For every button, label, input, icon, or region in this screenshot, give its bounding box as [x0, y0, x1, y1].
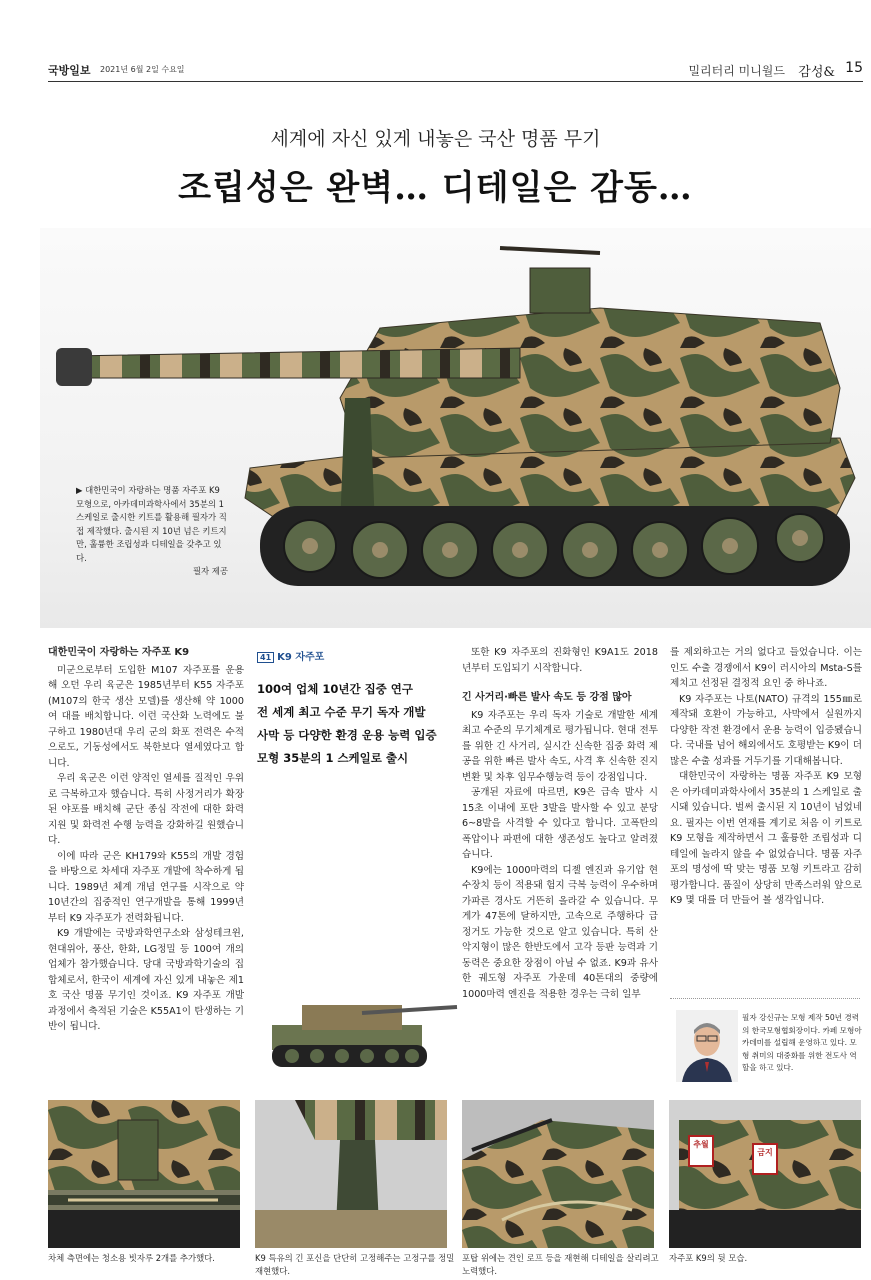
section-name: 밀리터리 미니월드: [688, 64, 785, 78]
thumbnail-caption: K9 특유의 긴 포신을 단단히 고정해주는 고정구를 정밀 재현했다.: [255, 1253, 455, 1276]
column-4: [670, 645, 862, 909]
thumbnail-caption: 포탑 위에는 견인 로프 등을 재현해 디테일을 살리려고 노력했다.: [462, 1253, 659, 1276]
subhead-item: 전 세계 최고 수준 무기 독자 개발: [257, 705, 426, 719]
paragraph: 대한민국이 자랑하는 명품 자주포 K9 모형은 아카데미과학사에서 35분의 1 스케일로 출시돼 있습니다. 벌써 출시된 지 10년이 넘었네요. 필자는 이번 연재를 계기로 처음 이 키트로 K9 모형을 제작하면서 그 훌륭한 조립성과 디테일에 놀라지 않을 수 없었습니다. 명품 자주포의 명성에 딱 맞는 명품 모형 키트라고 감히 평가합니다. 품질이 상당히 만족스러워 앞으로 K9 몇 대를 더 만들어 볼 생각입니다.: [670, 771, 862, 906]
paragraph: K9 개발에는 국방과학연구소와 삼성테크윈, 현대위아, 풍산, 한화, LG정밀 등 100여 개의 업체가 참가했습니다. 당대 국방과학기술의 집합체로서, 한국이 세계에 자신 있게 내놓은 제1호 국산 명품 무기인 것이죠. K9 자주포 개발 과정에서 축적된 기술은 K55A1이 탄생하는 기반이 됩니다.: [48, 928, 244, 1032]
photo-credit: 필자 제공: [192, 566, 228, 576]
series-number-badge: 41: [257, 652, 274, 663]
column-3: [462, 645, 658, 1002]
column-1-heading: 대한민국이 자랑하는 자주포 K9: [48, 647, 190, 658]
section-category: 감성&: [798, 65, 835, 80]
newspaper-logo: 국방일보: [48, 64, 91, 77]
paragraph: 이에 따라 군은 KH179와 K55의 개발 경험을 바탕으로 차세대 자주포 개발에 착수하게 됩니다. 1989년 체계 개념 연구를 시작으로 약 10년간의 집중적인 연구개발을 통해 1999년부터 K9 자주포가 전력화됩니다.: [48, 850, 244, 924]
thumbnail-caption: 차체 측면에는 청소용 빗자루 2개를 추가했다.: [48, 1253, 215, 1263]
column-2-kicker: [257, 645, 457, 664]
detail-photo-side: [48, 1100, 240, 1248]
paragraph: K9 자주포는 우리 독자 기술로 개발한 세계 최고 수준의 무기체계로 평가됩니다. 현대 전투를 위한 긴 사거리, 실시간 신속한 집중 화력 제공을 위한 빠른 발사 속도, 사격 후 신속한 진지 변환 및 차후 임무수행능력 등이 강점입니다.: [462, 709, 658, 783]
k9-small-illustration: [262, 985, 462, 1075]
page-number: 15: [845, 60, 863, 76]
author-portrait: [676, 1010, 738, 1082]
paragraph: 미군으로부터 도입한 M107 자주포를 운용해 오던 우리 육군은 1985년부터 K55 자주포(M107의 한국 생산 모델)를 생산해 약 1000여 대를 배치합니다. 이런 국산화 노력에도 불구하고 1980년대 우리 군의 화포 전력은 수적으로도, 기동성에서도 북한보다 열세였다고 합니다.: [48, 664, 244, 769]
subhead-item: 모형 35분의 1 스케일로 출시: [257, 751, 409, 765]
detail-photo-rear: [669, 1100, 861, 1248]
article-subtitle: 세계에 자신 있게 내놓은 국산 명품 무기: [270, 128, 601, 150]
paragraph: 공개된 자료에 따르면, K9은 급속 발사 시 15초 이내에 포탄 3발을 발사할 수 있고 분당 6~8발을 사격할 수 있다고 합니다. 고폭탄의 폭압이나 파편에 대한 생존성도 높다고 알려졌습니다.: [462, 787, 658, 860]
subhead-item: 100여 업체 10년간 집중 연구: [257, 682, 414, 696]
issue-date: 2021년 6월 2일 수요일: [100, 65, 185, 74]
subhead-item: 사막 등 다양한 환경 운용 능력 입증: [257, 728, 437, 742]
detail-photo-turret-top: [462, 1100, 654, 1248]
page-header: [48, 58, 863, 82]
paragraph: K9에는 1000마력의 디젤 엔진과 유기압 현수장치 등이 적용돼 험지 극복 능력이 우수하며 가파른 경사도 거뜬히 올라갈 수 있습니다. 무게가 47톤에 달하지만, 고속으로 주행하다 급정거도 가능한 것으로 알고 있습니다. 특히 산악지형이 많은 한반도에서 고각 등판 능력과 기동력은 중요한 장점이 아닐 수 없죠. K9과 유사한 궤도형 자주포 가운데 40톤대의 중량에 1000마력 엔진을 적용한 경우는 극히 일부: [462, 864, 658, 1000]
paragraph: K9 자주포는 나토(NATO) 규격의 155㎜로 제작돼 호환이 가능하고, 사막에서 실원까지 다양한 작전 환경에서 운용 능력이 입증됐습니다. 국내를 넘어 해외에서도 호평받는 K9이 더 많은 수출 성과를 거두기를 기대해봅니다.: [670, 693, 862, 767]
hero-caption: [76, 484, 228, 579]
author-divider: [670, 998, 860, 999]
paragraph: 우리 육군은 이런 양적인 열세를 질적인 우위로 극복하고자 했습니다. 특히 사정거리가 확장된 야포를 배치해 군단 종심 작전에 대한 화력 지원 및 화력전 수행 능력을 강화하길 원했습니다.: [48, 773, 244, 846]
article-headline: 조립성은 완벽… 디테일은 감동…: [178, 168, 693, 208]
paragraph: 를 제외하고는 거의 없다고 들었습니다. 이는 인도 수출 경쟁에서 K9이 러시아의 Msta-S를 제치고 선정된 결정적 요인 중 하나죠.: [670, 647, 862, 689]
series-title: K9 자주포: [277, 652, 325, 663]
hero-caption-text: ▶ 대한민국이 자랑하는 명품 자주포 K9 모형으로, 아카데미과학사에서 35분의 1 스케일로 출시한 키트를 활용해 필자가 직접 제작했다. 출시된 지 10년 넘은 키트지만, 훌륭한 조립성과 디테일을 갖추고 있다.: [76, 485, 227, 563]
column-1: [48, 645, 244, 1035]
paragraph: 또한 K9 자주포의 진화형인 K9A1도 2018년부터 도입되기 시작합니다.: [462, 647, 658, 674]
detail-photo-travel-lock: [255, 1100, 447, 1248]
column-3-heading: 긴 사거리·빠른 발사 속도 등 강점 많아: [462, 692, 632, 703]
turret-sign-prohibited: 금지: [757, 1148, 773, 1157]
subhead-list: [257, 678, 457, 770]
thumbnail-caption: 자주포 K9의 뒷 모습.: [669, 1253, 748, 1263]
turret-sign-overtake: 추월: [693, 1140, 709, 1149]
author-bio: 필자 강신규는 모형 제작 50년 경력의 한국모형협회장이다. 카페 모형아카데미를 설립해 운영하고 있다. 모형 취미의 대중화를 위한 전도사 역할을 하고 있다.: [742, 1013, 862, 1072]
